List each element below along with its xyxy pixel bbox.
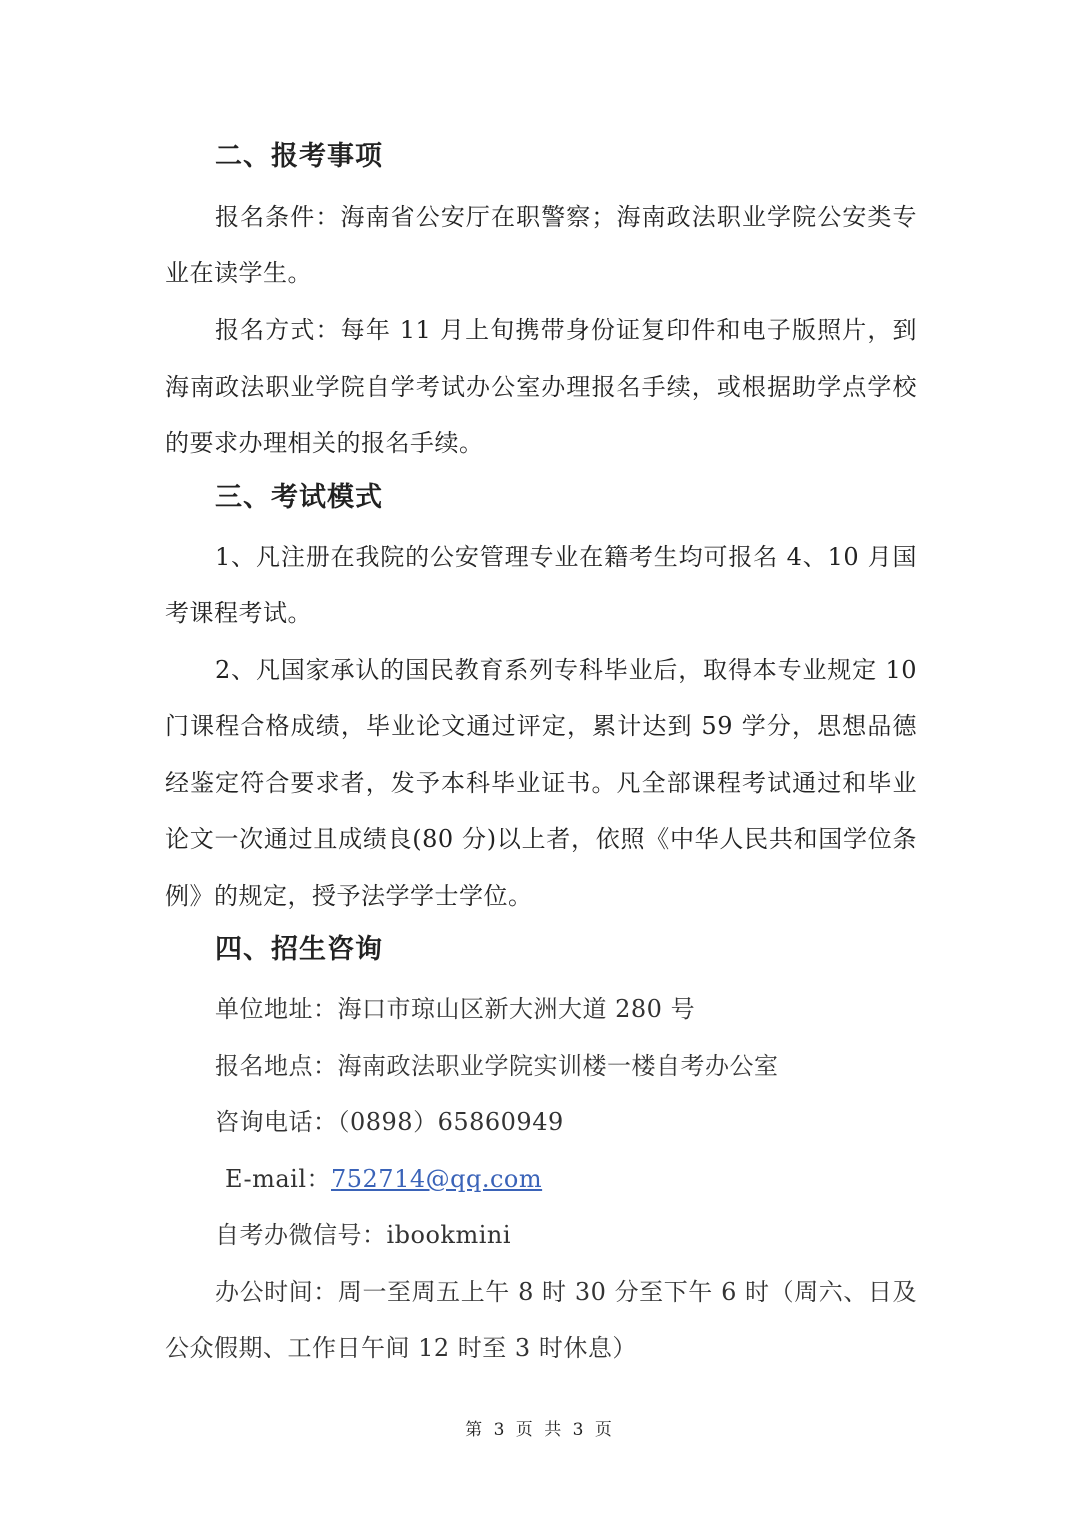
method-line-2: 海南政法职业学院自学考试办公室办理报名手续，或根据助学点学校: [165, 373, 917, 401]
unit-address: 单位地址：海口市琼山区新大洲大道 280 号: [215, 995, 696, 1023]
method-line-1: 报名方式：每年 11 月上旬携带身份证复印件和电子版照片，到: [215, 316, 917, 344]
email-row: [225, 1162, 977, 1196]
exam-item2-line-2: 门课程合格成绩，毕业论文通过评定，累计达到 59 学分，思想品德: [165, 712, 917, 740]
exam-item2-line-3: 经鉴定符合要求者，发予本科毕业证书。凡全部课程考试通过和毕业: [165, 769, 917, 797]
page-number-footer: 第 3 页 共 3 页: [465, 1420, 615, 1440]
method-line-3: 的要求办理相关的报名手续。: [165, 429, 484, 457]
office-hours-line-2: 公众假期、工作日午间 12 时至 3 时休息）: [165, 1334, 637, 1362]
eligibility-line-2: 业在读学生。: [165, 259, 312, 287]
exam-item2-line-5: 例》的规定，授予法学学士学位。: [165, 882, 533, 910]
section-heading-registration: 二、报考事项: [215, 141, 383, 172]
office-hours-line-1: 办公时间：周一至周五上午 8 时 30 分至下午 6 时（周六、日及: [215, 1278, 917, 1306]
eligibility-line-1: 报名条件：海南省公安厅在职警察；海南政法职业学院公安类专: [215, 203, 917, 231]
section-heading-exam-mode: 三、考试模式: [215, 482, 383, 513]
consult-phone: 咨询电话：（0898）65860949: [215, 1108, 564, 1136]
wechat-id: 自考办微信号：ibookmini: [215, 1221, 512, 1249]
email-link[interactable]: 752714@qq.com: [331, 1165, 543, 1193]
exam-item2-line-1: 2、凡国家承认的国民教育系列专科毕业后，取得本专业规定 10: [215, 656, 917, 684]
exam-item1-line-1: 1、凡注册在我院的公安管理专业在籍考生均可报名 4、10 月国: [215, 543, 917, 571]
registration-location: 报名地点：海南政法职业学院实训楼一楼自考办公室: [215, 1052, 779, 1080]
section-heading-consultation: 四、招生咨询: [215, 934, 383, 965]
exam-item2-line-4: 论文一次通过且成绩良(80 分)以上者，依照《中华人民共和国学位条: [165, 825, 917, 853]
exam-item1-line-2: 考课程考试。: [165, 599, 312, 627]
email-label: E-mail：: [225, 1165, 331, 1193]
